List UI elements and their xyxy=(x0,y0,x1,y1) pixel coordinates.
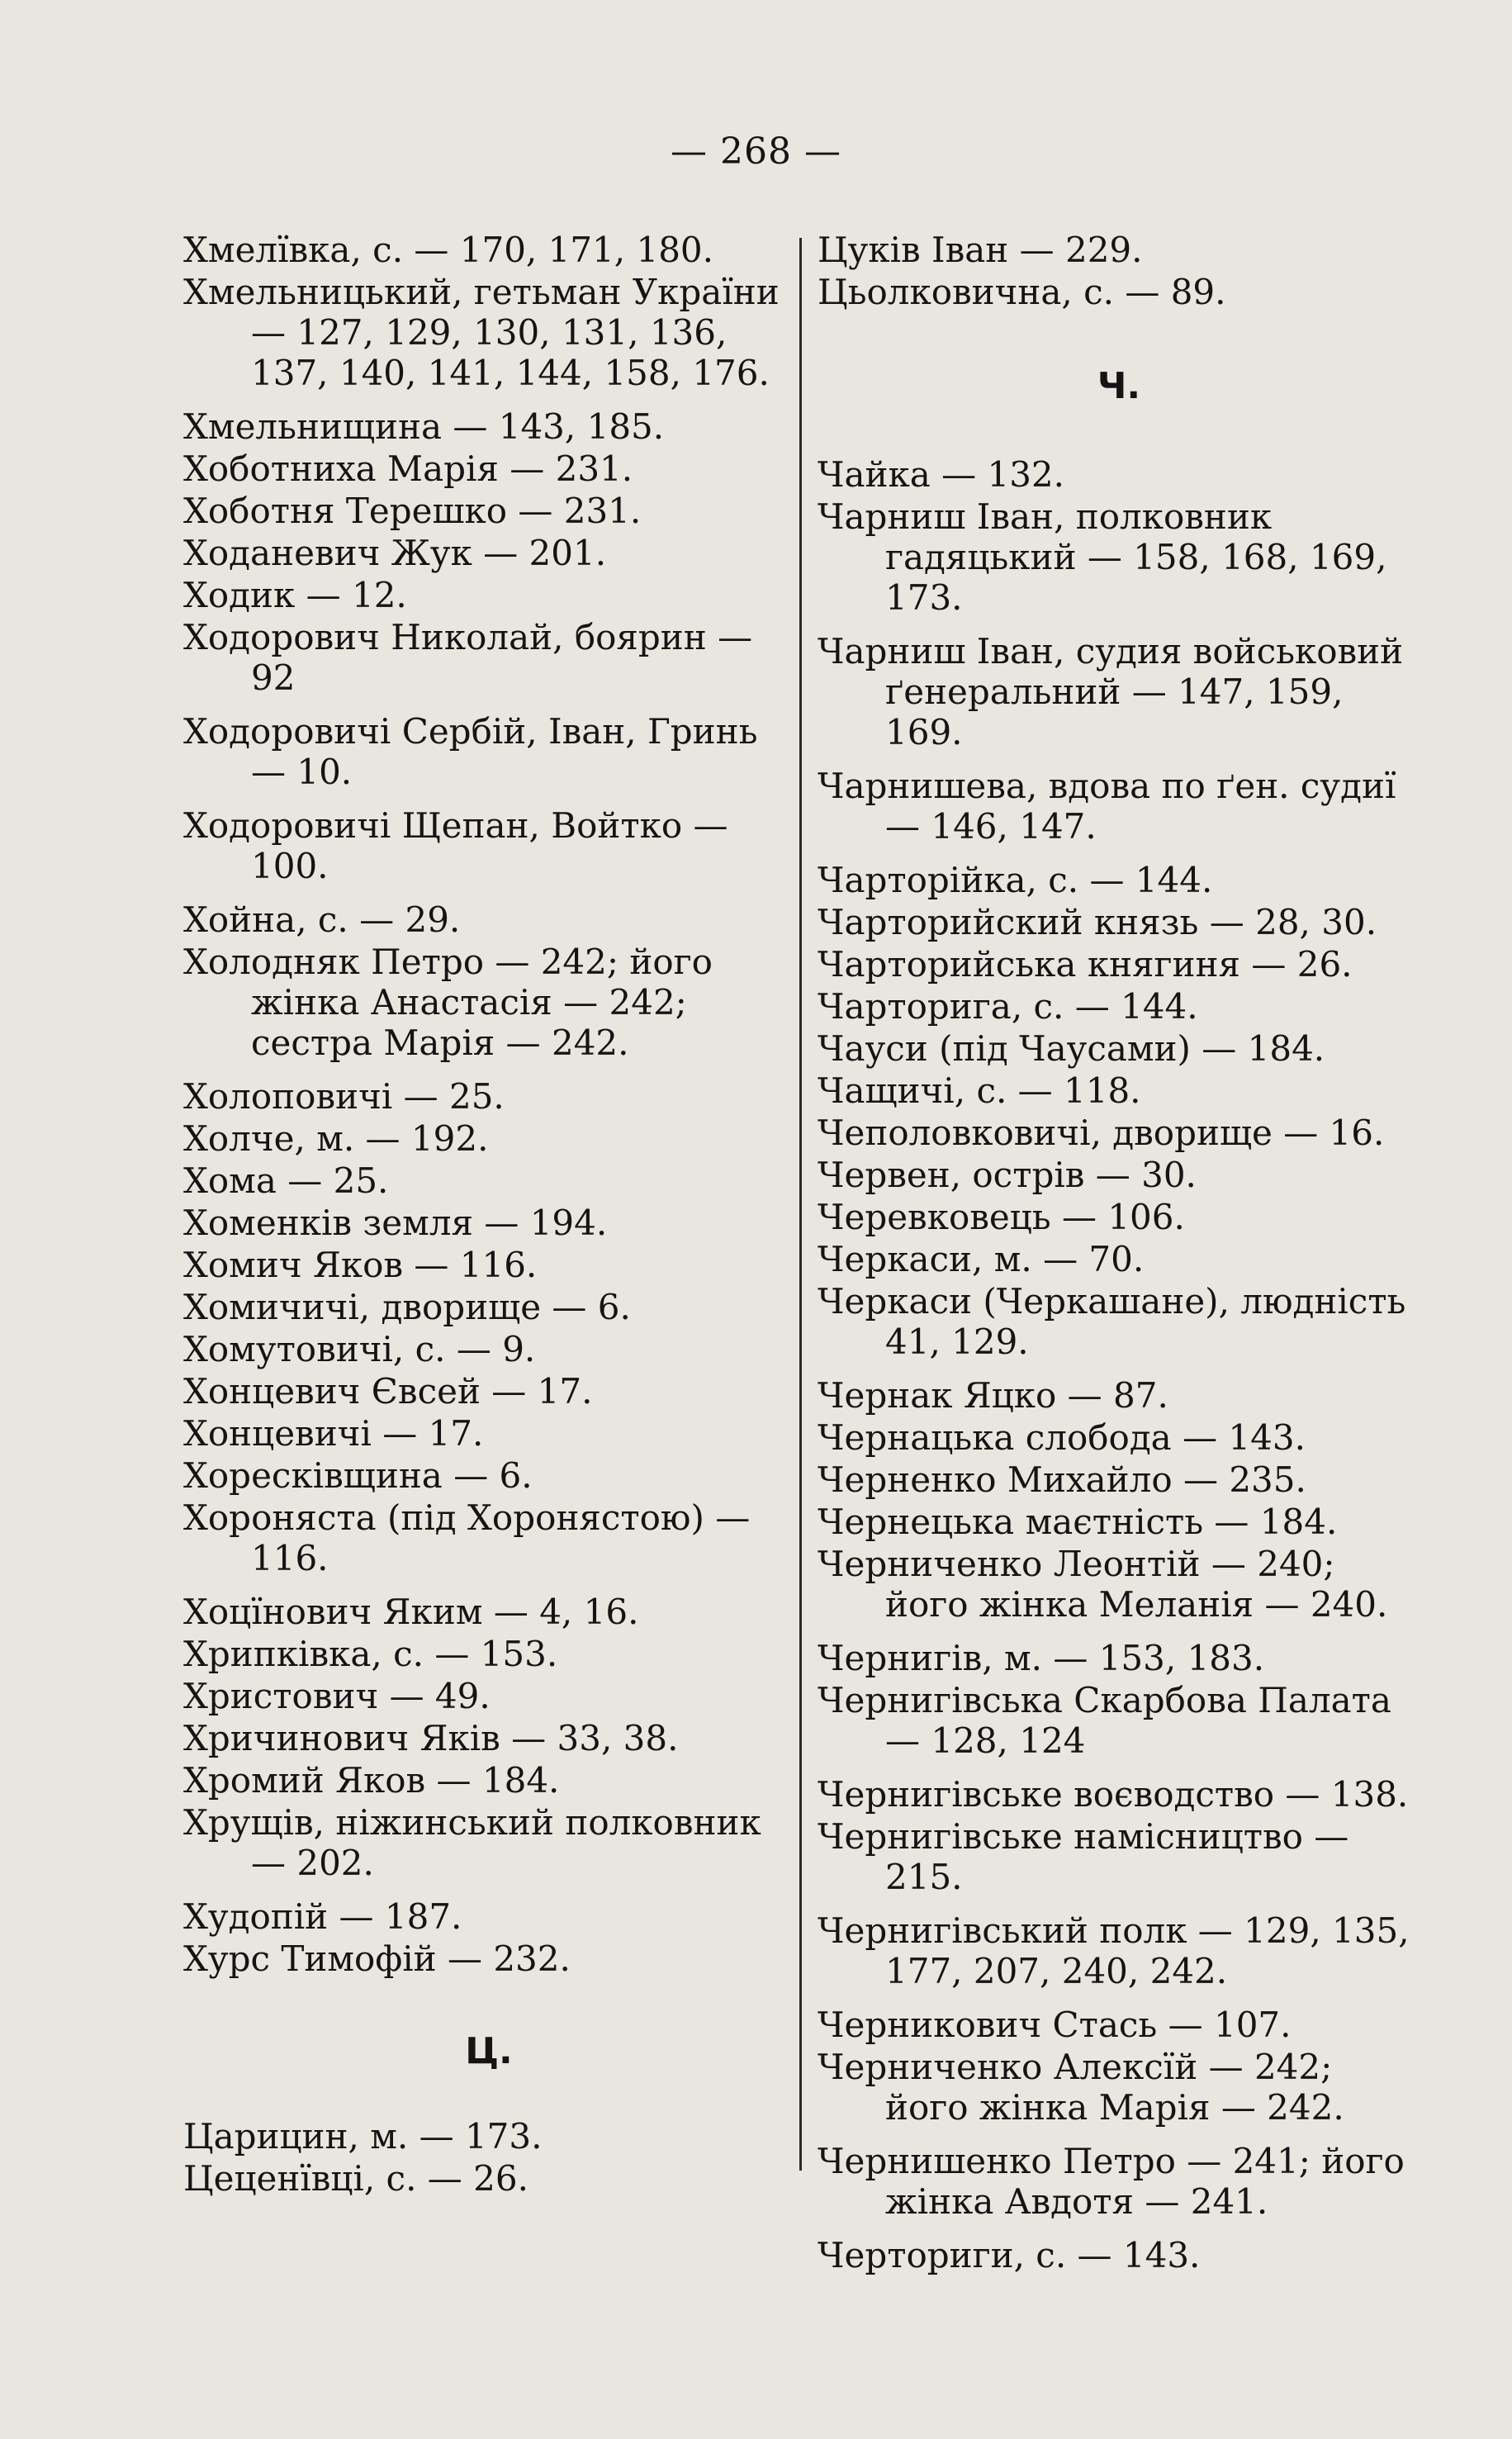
index-entry: Черниченко Алексїй — 242; його жінка Марія — 242. xyxy=(818,2047,1344,2128)
index-entry: Хрипківка, с. — 153. xyxy=(183,1634,558,1674)
index-entry: Чарторийська княгиня — 26. xyxy=(818,944,1353,985)
index-list-left-a xyxy=(183,230,794,1979)
index-entry: Хонцевич Євсей — 17. xyxy=(183,1371,593,1412)
index-entry: Чарторійка, с. — 144. xyxy=(818,860,1213,900)
index-entry: Хмельнищина — 143, 185. xyxy=(183,406,665,447)
index-entry: Хоресківщина — 6. xyxy=(183,1455,533,1496)
index-entry: Хричинович Яків — 33, 38. xyxy=(183,1718,679,1758)
index-entry: Чарниш Іван, судия войськовий ґенеральний — 147, 159, 169. xyxy=(818,631,1404,752)
index-entry: Чарторига, с. — 144. xyxy=(818,986,1198,1027)
index-entry: Цуків Іван — 229. xyxy=(818,230,1143,270)
index-entry: Чернигівське намісництво — 215. xyxy=(818,1816,1349,1897)
index-list-left-b xyxy=(183,2116,794,2199)
index-entry: Хрущів, ніжинський полковник — 202. xyxy=(183,1802,761,1883)
index-entry: Хмельницький, гетьман України — 127, 129, 130, 131, 136, 137, 140, 141, 144, 158, 176. xyxy=(183,272,780,393)
index-entry: Хурс Тимофій — 232. xyxy=(183,1938,571,1979)
index-entry: Хомич Яков — 116. xyxy=(183,1245,538,1285)
index-entry: Чернацька слобода — 143. xyxy=(818,1417,1306,1458)
column-divider xyxy=(799,238,802,2171)
index-entry: Чарнишева, вдова по ґен. судиї — 146, 147. xyxy=(818,766,1396,847)
index-entry: Ходорович Николай, боярин — 92 xyxy=(183,617,753,698)
right-column xyxy=(818,230,1420,2277)
index-entry: Цеценївці, с. — 26. xyxy=(183,2158,528,2199)
index-entry: Чеполовковичі, дворище — 16. xyxy=(818,1113,1385,1153)
index-entry: Хойна, с. — 29. xyxy=(183,899,461,940)
index-entry: Ходаневич Жук — 201. xyxy=(183,533,607,573)
index-list-right-b xyxy=(818,454,1420,2275)
index-entry: Чарниш Іван, полковник гадяцький — 158, 168, 169, 173. xyxy=(818,496,1387,618)
index-entry: Чарторийский князь — 28, 30. xyxy=(818,902,1377,942)
section-heading-ts: Ц. xyxy=(465,2030,513,2072)
index-entry: Чернигів, м. — 153, 183. xyxy=(818,1638,1265,1678)
index-entry: Цьолковична, с. — 89. xyxy=(818,272,1226,312)
index-entry: Чащичі, с. — 118. xyxy=(818,1070,1141,1111)
index-entry: Червен, острів — 30. xyxy=(818,1155,1197,1195)
index-entry: Черникович Стась — 107. xyxy=(818,2005,1292,2045)
index-entry: Чернигівський полк — 129, 135, 177, 207, 240, 242. xyxy=(818,1910,1410,1991)
index-entry: Черториги, с. — 143. xyxy=(818,2235,1201,2275)
index-entry: Христович — 49. xyxy=(183,1676,491,1716)
index-entry: Черниченко Леонтій — 240; його жінка Меланія — 240. xyxy=(818,1544,1388,1625)
index-entry: Ходоровичі Щепан, Войтко — 100. xyxy=(183,805,728,886)
index-entry: Чернак Яцко — 87. xyxy=(818,1375,1168,1416)
index-entry: Чернигівська Скарбова Палата — 128, 124 xyxy=(818,1680,1391,1761)
index-entry: Черкаси, м. — 70. xyxy=(818,1239,1145,1279)
index-entry: Хоцїнович Яким — 4, 16. xyxy=(183,1592,639,1632)
index-entry: Хромий Яков — 184. xyxy=(183,1760,560,1801)
index-entry: Хоменків земля — 194. xyxy=(183,1203,608,1243)
index-entry: Чайка — 132. xyxy=(818,454,1065,495)
index-entry: Чернецька маєтність — 184. xyxy=(818,1502,1338,1542)
left-column xyxy=(183,230,794,2200)
index-list-right-a xyxy=(818,230,1420,312)
index-entry: Черевковець — 106. xyxy=(818,1197,1185,1237)
page-number: — 268 — xyxy=(671,130,841,173)
index-entry: Черкаси (Черкашане), людність 41, 129. xyxy=(818,1281,1406,1362)
index-entry: Царицин, м. — 173. xyxy=(183,2116,543,2157)
index-entry: Чауси (під Чаусами) — 184. xyxy=(818,1028,1325,1069)
index-entry: Черненко Михайло — 235. xyxy=(818,1459,1306,1500)
index-entry: Хоботниха Марія — 231. xyxy=(183,448,633,489)
index-entry: Хомичичі, дворище — 6. xyxy=(183,1287,631,1327)
index-entry: Холоповичі — 25. xyxy=(183,1076,505,1117)
index-entry: Хома — 25. xyxy=(183,1160,389,1201)
index-entry: Хмелївка, с. — 170, 171, 180. xyxy=(183,230,713,270)
index-entry: Хороняста (під Хоронястою) — 116. xyxy=(183,1497,751,1578)
section-heading-ch: Ч. xyxy=(1097,365,1141,407)
index-entry: Хоботня Терешко — 231. xyxy=(183,491,642,531)
index-entry: Хонцевичі — 17. xyxy=(183,1413,484,1454)
index-entry: Ходоровичі Сербій, Іван, Гринь — 10. xyxy=(183,711,758,792)
index-entry: Холче, м. — 192. xyxy=(183,1118,489,1159)
index-entry: Чернишенко Петро — 241; його жінка Авдотя — 241. xyxy=(818,2141,1405,2222)
index-entry: Худопій — 187. xyxy=(183,1896,462,1937)
index-entry: Хомутовичі, с. — 9. xyxy=(183,1329,536,1369)
index-entry: Холодняк Петро — 242; його жінка Анастасія — 242; сестра Марія — 242. xyxy=(183,942,713,1063)
index-entry: Чернигівське воєводство — 138. xyxy=(818,1774,1409,1815)
index-entry: Ходик — 12. xyxy=(183,575,407,615)
